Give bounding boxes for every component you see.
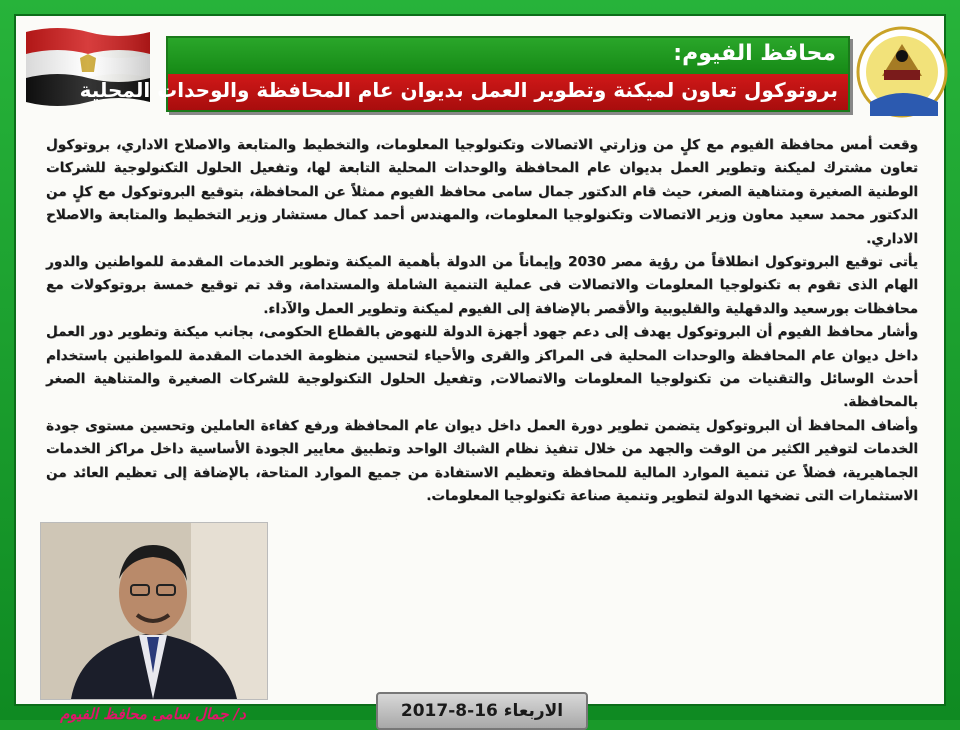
article-body xyxy=(46,134,918,509)
publish-date: الاربعاء 16-8-2017 xyxy=(400,701,564,721)
article-paragraph-1: وقعت أمس محافظة الفيوم مع كلٍ من وزارتي الاتصالات وتكنولوجيا المعلومات، والتخطيط والمتابعة والاصلاح الاداري، بروتوكول تعاون مشترك لميكنة وتطوير العمل بديوان عام المحافظة والوحدات المحلية التابعة لها، وتفعيل الحلول التكنولوجية للشركات الوطنية الصغيرة ومتناهية الصغر، حيث قام الدكتور جمال سامى محافظ الفيوم ممثلاً عن المحافظة، بتوقيع البروتوكول مع كلٍ من الدكتور محمد سعيد معاون وزير الاتصالات وتكنولوجيا المعلومات، والمهندس أحمد كمال مستشار وزير التخطيط والمتابعة والاصلاح الاداري. xyxy=(46,137,918,247)
headline-governor-label: محافظ الفيوم: xyxy=(168,38,848,74)
article-paragraph-4: وأضاف المحافظ أن البروتوكول يتضمن تطوير دورة العمل داخل ديوان عام المحافظة ورفع كفاءة العاملين وتحسين مستوى جودة الخدمات لتوفير الكثير من الوقت والجهد من خلال تنفيذ نظام الشباك الواحد وتطبيق معايير الجودة الأساسية داخل مراكز الخدمات الجماهيرية، فضلاً عن تنمية الموارد المالية للمحافظة وتعظيم الاستفادة من جميع الموارد المتاحة، بالإضافة إلى تعظيم العائد من الاستثمارات التى تضخها الدولة لتطوير وتنمية صناعة تكنولوجيا المعلومات. xyxy=(46,417,918,505)
headline-box xyxy=(79,36,850,112)
fayoum-governorate-logo xyxy=(854,24,950,120)
governor-portrait xyxy=(40,522,268,700)
content-panel xyxy=(14,14,946,723)
portrait-caption: د/ جمال سامى محافظ الفيوم xyxy=(60,705,246,723)
headline-title: بروتوكول تعاون لميكنة وتطوير العمل بديوان عام المحافظة والوحدات المحلية xyxy=(168,74,848,110)
article-paragraph-2: يأتى توقيع البروتوكول انطلاقاً من رؤية مصر 2030 وإيماناً من الدولة بأهمية الميكنة وتطوير الخدمات المقدمة للمواطنين والدور الهام الذى تقوم به تكنولوجيا المعلومات والاتصالات فى عملية التنمية الشاملة والمستدامة، وقد تم توقيع خمسة بروتوكولات مع محافظات بورسعيد والدقهلية والقليوبية والأقصر بالإضافة إلى الفيوم لميكنة وتطوير العمل والآداء. xyxy=(46,254,919,317)
article-paragraph-3: وأشار محافظ الفيوم أن البروتوكول يهدف إلى دعم جهود أجهزة الدولة للنهوض بالقطاع الحكومى، بجانب ميكنة وتطوير دور العمل داخل ديوان عام المحافظة والوحدات المحلية فى المراكز والقرى والأحياء لتحسين منظومة الخدمات المقدمة للمواطنين باستخدام أحدث الوسائل والتقنيات من تكنولوجيا المعلومات والاتصالات, وتفعيل الحلول التكنولوجية للشركات الصغيرة والمتناهية الصغر بالمحافظة. xyxy=(46,324,918,411)
publish-date-box xyxy=(376,692,588,730)
